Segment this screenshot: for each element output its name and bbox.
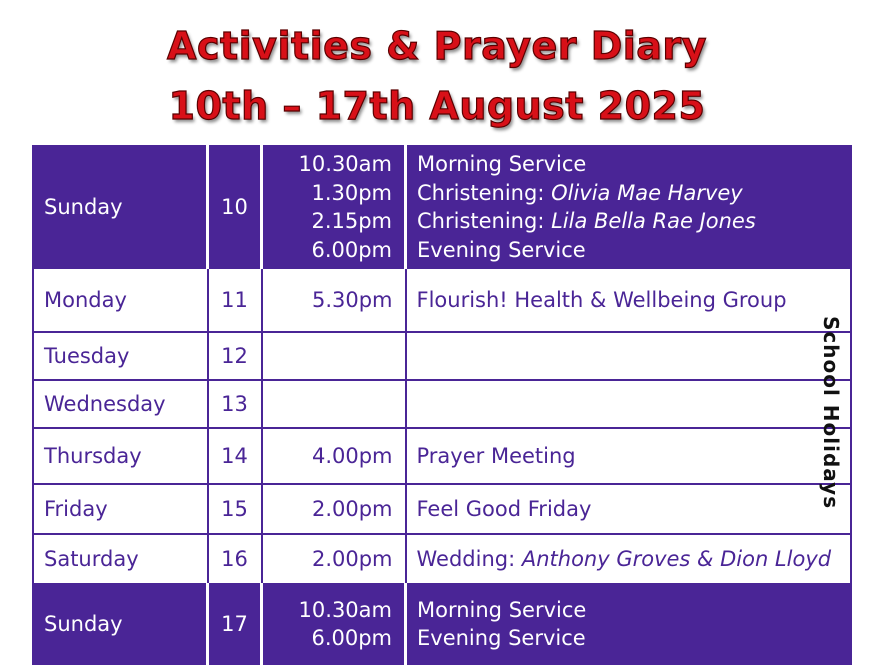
event-description [417,442,841,471]
event-title: Morning Service [417,152,587,176]
diary-header [0,0,874,146]
diary-row [33,332,851,380]
school-holidays-label [811,303,851,523]
event-person-names: Lila Bella Rae Jones [551,209,756,233]
event-description [417,596,840,625]
diary-row [33,534,851,584]
event-time: 2.00pm [311,496,393,521]
activity-cell [406,534,852,584]
day-cell: Saturday [33,534,208,584]
date-cell: 17 [208,584,262,664]
diary-row [33,584,851,664]
time-cell [262,534,406,584]
day-cell: Wednesday [33,380,208,428]
activity-cell [406,428,852,484]
activity-cell [406,484,852,534]
time-cell [262,484,406,534]
event-time: 5.30pm [311,287,393,312]
event-time: 10.30am [298,597,392,622]
diary-row [33,146,851,268]
event-title: Feel Good Friday [416,496,592,521]
day-cell: Sunday [33,146,208,268]
time-cell [262,332,406,380]
date-cell: 14 [208,428,262,484]
event-description [417,286,841,315]
activity-cell [406,380,852,428]
date-cell: 16 [208,534,262,584]
day-cell: Monday [33,268,208,332]
event-description [417,207,840,236]
diary-table [32,145,852,665]
event-time: 2.15pm [311,209,392,233]
event-time: 1.30pm [311,180,392,205]
event-description [417,236,840,265]
event-description [417,624,840,653]
activity-cell [406,146,852,268]
event-title: Flourish! Health & Wellbeing Group [416,287,787,312]
time-cell [262,268,406,332]
date-cell: 15 [208,484,262,534]
day-cell: Tuesday [33,332,208,380]
date-cell: 13 [208,380,262,428]
event-title: Prayer Meeting [416,443,576,468]
event-person-names: Anthony Groves & Dion Lloyd [521,546,832,571]
event-time: 2.00pm [311,546,393,571]
activity-cell [406,332,852,380]
event-time: 6.00pm [311,237,392,262]
diary-date-range: 10th – 17th August 2025 [168,84,706,128]
diary-row [33,268,851,332]
school-holidays-text: School Holidays [819,316,843,510]
time-cell [262,428,406,484]
activity-cell [406,584,852,664]
diary-table-body [33,146,851,664]
event-time: 4.00pm [311,443,393,468]
event-title: Christening: [417,180,552,205]
event-time: 6.00pm [311,626,392,650]
event-description [417,495,841,524]
diary-row [33,380,851,428]
time-cell [262,584,406,664]
day-cell: Sunday [33,584,208,664]
event-description [417,545,841,574]
diary-row [33,428,851,484]
date-cell: 11 [208,268,262,332]
event-title: Evening Service [417,626,586,650]
day-cell: Friday [33,484,208,534]
event-title: Wedding: [416,546,522,571]
event-description [417,179,840,208]
diary-row [33,484,851,534]
diary-title: Activities & Prayer Diary [167,24,707,68]
date-cell: 12 [208,332,262,380]
date-cell: 10 [208,146,262,268]
time-cell [262,146,406,268]
event-title: Morning Service [417,597,587,622]
activity-cell [406,268,852,332]
day-cell: Thursday [33,428,208,484]
event-person-names: Olivia Mae Harvey [551,180,743,205]
time-cell [262,380,406,428]
event-time: 10.30am [298,152,392,176]
event-title: Evening Service [417,237,586,262]
event-description [417,150,840,179]
event-title: Christening: [417,209,552,233]
